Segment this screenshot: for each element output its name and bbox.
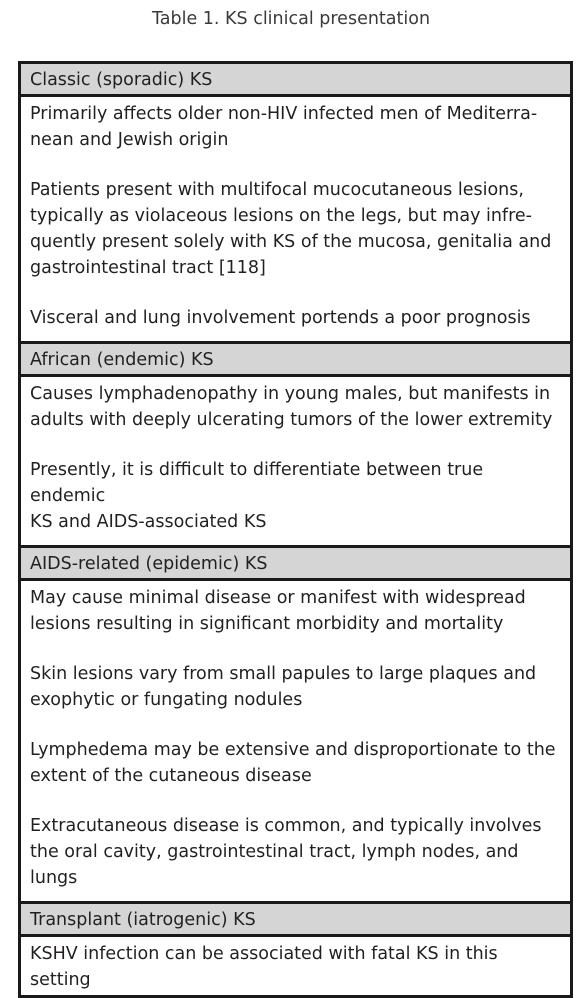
paragraph: Causes lymphadenopathy in young males, but manifests in adults with deeply ulcerating tumors of the lower extremity (30, 384, 553, 430)
section-header-aids: AIDS-related (epidemic) KS (21, 548, 570, 581)
section-header-african: African (endemic) KS (21, 344, 570, 377)
section-body-transplant (21, 937, 570, 995)
section-aids (21, 548, 570, 904)
paragraph: Patients present with multifocal mucocutaneous lesions, typically as violaceous lesions on the legs, but may infre- quently present solely with KS of the mucosa, genitalia and gastrointestinal tract [118] (30, 180, 552, 278)
section-transplant (21, 904, 570, 995)
section-african (21, 344, 570, 548)
section-body-aids (21, 581, 570, 904)
section-body-classic (21, 97, 570, 344)
paragraph: Lymphedema may be extensive and disproportionate to the extent of the cutaneous disease (30, 740, 556, 786)
paragraph: Primarily affects older non-HIV infected men of Mediterra- nean and Jewish origin (30, 104, 538, 150)
paragraph: Visceral and lung involvement portends a poor prognosis (30, 308, 531, 328)
section-header-classic: Classic (sporadic) KS (21, 64, 570, 97)
ks-clinical-table (18, 61, 573, 998)
paragraph: KSHV infection can be associated with fatal KS in this setting (30, 944, 498, 990)
section-classic (21, 64, 570, 344)
paragraph: Skin lesions vary from small papules to large plaques and exophytic or fungating nodules (30, 664, 537, 710)
table-caption: Table 1. KS clinical presentation (151, 9, 431, 29)
section-header-transplant: Transplant (iatrogenic) KS (21, 904, 570, 937)
paragraph: May cause minimal disease or manifest with widespread lesions resulting in significant morbidity and mortality (30, 588, 526, 634)
paragraph: Presently, it is difficult to differentiate between true endemic KS and AIDS-associated KS (30, 460, 484, 532)
section-body-african (21, 377, 570, 548)
paragraph: Extracutaneous disease is common, and typically involves the oral cavity, gastrointestinal tract, lymph nodes, and lungs (30, 816, 542, 888)
